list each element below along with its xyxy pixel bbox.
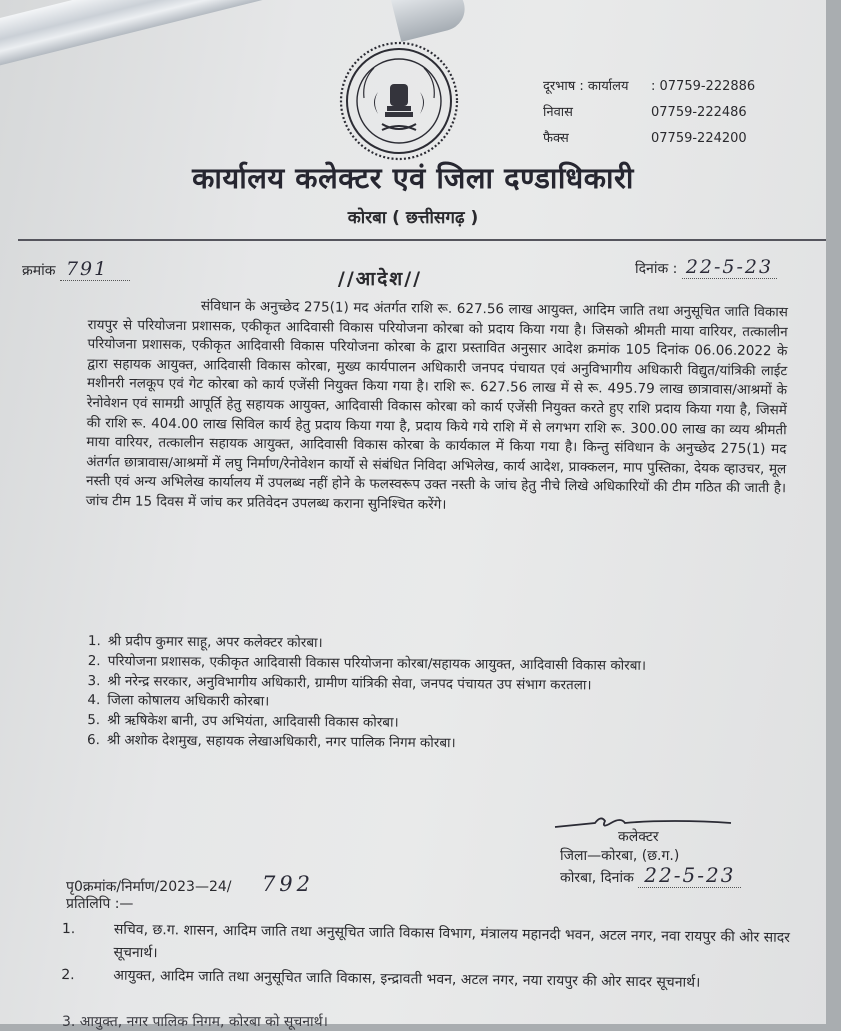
contact-row	[543, 126, 755, 152]
list-item-text: सचिव, छ.ग. शासन, आदिम जाति तथा अनुसूचित जाति विकास विभाग, मंत्रालय महानदी भवन, अटल नगर, नवा रायपुर की ओर सादर सूचनार्थ।	[113, 921, 791, 961]
signatory-district: जिला—कोरबा, (छ.ग.)	[560, 848, 680, 864]
order-body: संविधान के अनुच्छेद 275(1) मद अंतर्गत राशि रू. 627.56 लाख आयुक्त, आदिम जाति तथा अनुसूचित जाति विकास रायपुर से परियोजना प्रशासक, एकीकृत आदिवासी विकास परियोजना कोरबा को प्रदाय किया गया है। जिसको श्रीमती माया वारियर, तत्कालीन परियोजना प्रशासक, एकीकृत आदिवासी विकास परियोजना कोरबा के द्वारा प्रस्तावित अनुसार आदेश क्रमांक 105 दिनांक 06.06.2022 के द्वारा सहायक आयुक्त, आदिवासी विकास कोरबा, मुख्य कार्यपालन अधिकारी जनपद पंचायत एवं अनुविभागीय अधिकारी विद्युत/यांत्रिकी लाईट मशीनरी नलकूप एवं गेट कोरबा को कार्य एजेंसी नियुक्त किया गया है। राशि रू. 627.56 लाख में से रू. 495.79 लाख छात्रावास/आश्रमों के रेनोवेशन एवं सामग्री आपूर्ति हेतु सहायक आयुक्त, आदिवासी विकास कोरबा को कार्य एजेंसी नियुक्त करते हुए राशि प्रदाय किया गया है, जिसमें की राशि रू. 404.00 लाख सिविल कार्य हेतु प्रदाय किया गया है, प्रदाय किये गये राशि में से लगभग राशि रू. 300.00 लाख का व्यय श्रीमती माया वारियर, तत्कालीन सहायक आयुक्त, आदिवासी विकास कोरबा के कार्यकाल में किया गया है। किन्तु संविधान के अनुच्छेद 275(1) मद अंतर्गत छात्रावास/आश्रमों में लघु निर्माण/रेनोवेशन कार्यो से संबंधित निविदा अभिलेख, कार्य आदेश, प्राक्कलन, माप पुस्तिका, देयक व्हाउचर, मूल नस्ती एवं अन्य अभिलेख कार्यालय में उपलब्ध नहीं होने के फलस्वरूप उक्त नस्ती के जांच हेतु नीचे लिखे अधिकारियों की टीम गठित की जाती है। जांच टीम 15 दिवस में जांच कर प्रतिवेदन उपलब्ध कराना सुनिश्चित करेंगे।	[85, 298, 788, 513]
endorsement-number	[66, 872, 314, 896]
contact-value: 07759-222486	[651, 105, 747, 120]
office-title: कार्यालय कलेक्टर एवं जिला दण्डाधिकारी	[192, 161, 634, 195]
list-item-text: परियोजना प्रशासक, एकीकृत आदिवासी विकास परियोजना कोरबा/सहायक आयुक्त, आदिवासी विकास कोरबा।	[107, 652, 647, 674]
list-item-number: 4.	[87, 692, 101, 709]
copy-list	[61, 918, 797, 996]
contact-row	[543, 100, 755, 126]
order-date-label: दिनांक :	[635, 261, 678, 277]
list-item-text: आयुक्त, आदिम जाति तथा अनुसूचित जाति विकास, इन्द्रावती भवन, अटल नगर, नया रायपुर की ओर सादर सूचनार्थ।	[113, 967, 701, 991]
list-item-number: 5.	[87, 712, 101, 729]
list-item-number: 2.	[61, 966, 75, 984]
list-item-number: 3.	[87, 672, 101, 689]
contact-row	[543, 74, 755, 100]
list-item-number: 6.	[86, 731, 101, 749]
list-item	[61, 918, 796, 972]
chhattisgarh-emblem-icon	[338, 40, 460, 162]
endorsement-label: पृ0क्रमांक/निर्माण/2023—24/	[66, 879, 232, 895]
signature-date-line	[560, 863, 741, 888]
list-item-text: जिला कोषालय अधिकारी कोरबा।	[107, 692, 270, 710]
copy-to-heading: प्रतिलिपि :—	[66, 896, 134, 912]
order-number-label: क्रमांक	[22, 263, 56, 279]
order-date-value: 22-5-23	[682, 256, 777, 279]
office-location: कोरबा ( छत्तीसगढ़ )	[347, 208, 479, 228]
list-item-text: श्री नरेन्द्र सरकार, अनुविभागीय अधिकारी, ग्रामीण यांत्रिकी सेवा, जनपद पंचायत उप संभाग करतला।	[107, 672, 592, 693]
list-item-number: 1.	[61, 920, 76, 938]
signature-date-value: 22-5-23	[638, 863, 741, 888]
contact-value: : 07759-222886	[651, 79, 756, 94]
header-divider	[18, 239, 826, 241]
contact-label: फैक्स	[543, 131, 569, 146]
team-list	[87, 632, 788, 757]
signature-date-label: कोरबा, दिनांक	[560, 870, 634, 886]
contact-label: निवास	[543, 105, 573, 120]
order-date	[635, 256, 777, 278]
contact-value: 07759-224200	[651, 131, 747, 146]
cutoff-line: 3. आयुक्त, नगर पालिक निगम, कोरबा को सूचनार्थ।	[62, 1014, 328, 1030]
endorsement-number-value: 792	[261, 872, 315, 896]
list-item-text: श्री अशोक देशमुख, सहायक लेखाअधिकारी, नगर पालिक निगम कोरबा।	[106, 732, 456, 752]
list-item-text: श्री ऋषिकेश बानी, उप अभियंता, आदिवासी विकास कोरबा।	[107, 712, 399, 731]
list-item-text: श्री प्रदीप कुमार साहू, अपर कलेक्टर कोरबा।	[107, 633, 323, 652]
list-item-number: 2.	[87, 652, 101, 669]
signature-block	[560, 828, 741, 888]
order-number-value: 791	[60, 258, 130, 281]
contact-label: दूरभाष : कार्यालय	[543, 79, 629, 94]
order-heading: //आदेश//	[337, 268, 423, 290]
list-item-number: 1.	[87, 632, 101, 650]
contact-block	[543, 74, 755, 152]
signatory-designation: कलेक्टर	[618, 829, 659, 845]
